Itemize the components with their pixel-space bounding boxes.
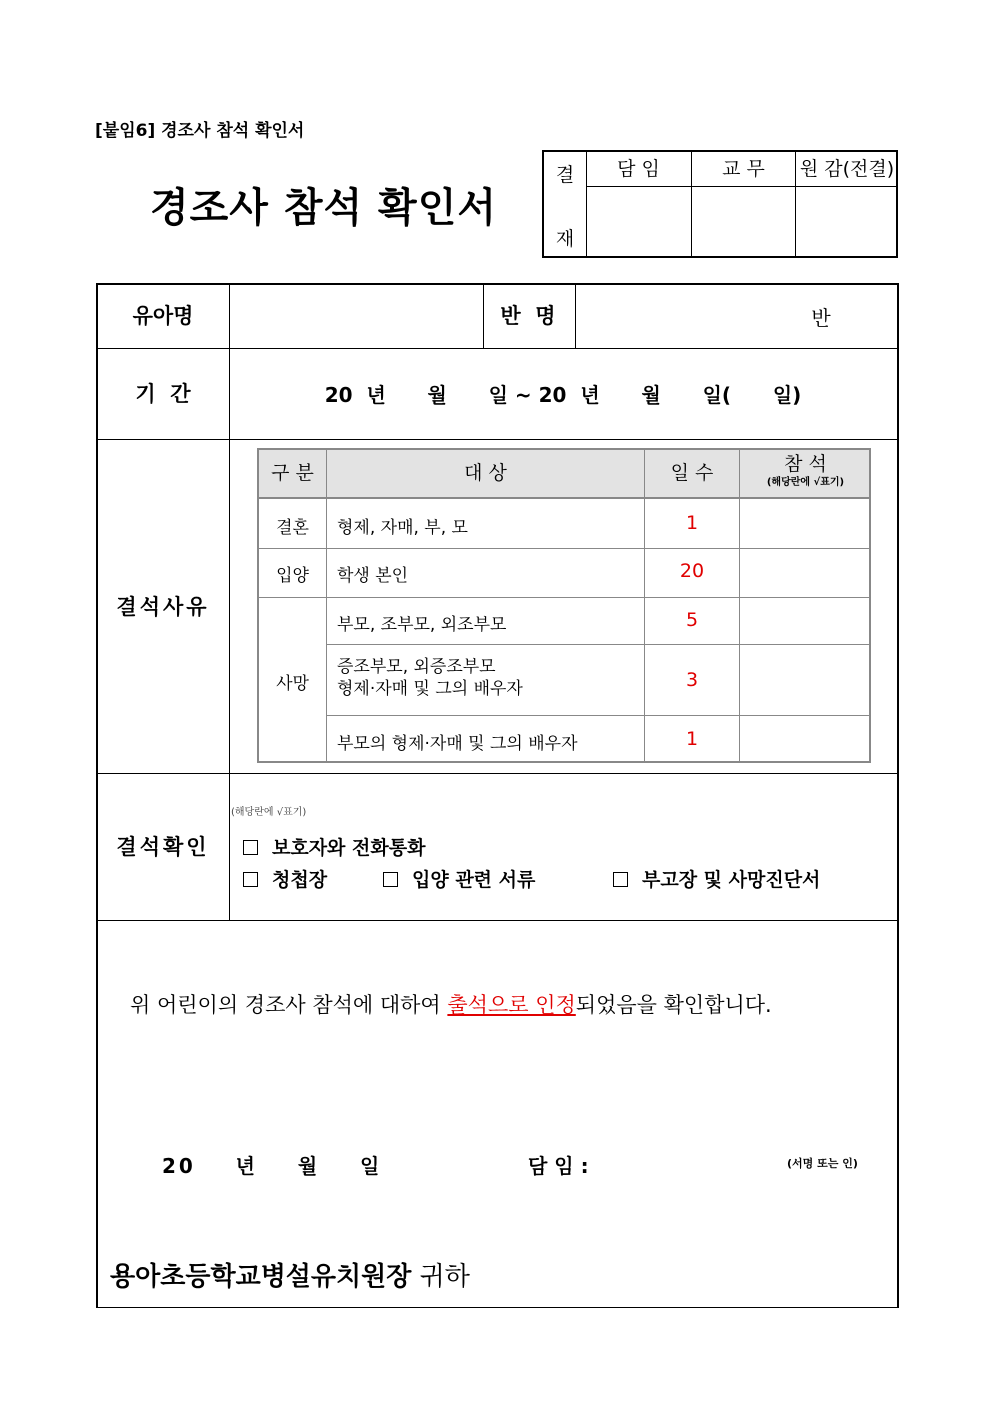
option-adoption-documents[interactable]: 입양 관련 서류	[383, 865, 535, 892]
approval-label-bottom: 재	[555, 228, 575, 250]
row-target: 학생 본인	[337, 566, 409, 586]
group-death: 사망	[276, 674, 309, 694]
row-attend-cell[interactable]	[741, 646, 869, 714]
checkbox[interactable]	[243, 840, 258, 855]
class-label: 반 명	[500, 304, 556, 328]
row-days: 3	[685, 669, 699, 691]
row-target: 부모, 조부모, 외조부모	[337, 615, 507, 635]
row-attend-cell[interactable]	[741, 501, 869, 547]
row-days: 1	[685, 728, 699, 750]
page-title: 경조사 참석 확인서	[150, 185, 497, 231]
header-attend: 참 석	[784, 453, 827, 475]
reason-table	[257, 448, 871, 763]
approval-col-vice-principal: 원 감(전결)	[799, 158, 895, 180]
recipient	[110, 1256, 470, 1293]
approval-sign-vice-principal[interactable]	[796, 188, 897, 256]
approval-col-academic: 교 무	[722, 158, 765, 180]
row-target-line2: 형제·자매 및 그의 배우자	[337, 679, 523, 699]
row-attend-cell[interactable]	[741, 599, 869, 643]
approval-col-homeroom: 담 임	[617, 158, 660, 180]
absence-confirm-label: 결석확인	[116, 835, 210, 859]
attachment-label: [붙임6] 경조사 참석 확인서	[95, 121, 305, 141]
row-attend-cell[interactable]	[741, 550, 869, 596]
approval-sign-academic[interactable]	[692, 188, 794, 256]
header-attend-note: (해당란에 √표기)	[766, 477, 845, 488]
option-wedding-invitation[interactable]: 청첩장	[243, 865, 327, 892]
row-days: 20	[679, 560, 705, 582]
statement	[130, 989, 772, 1019]
checkbox[interactable]	[613, 872, 628, 887]
checkbox[interactable]	[243, 872, 258, 887]
checkbox[interactable]	[383, 872, 398, 887]
row-target-line1: 증조부모, 외증조부모	[337, 657, 496, 677]
class-field[interactable]	[576, 302, 896, 331]
approval-sign-homeroom[interactable]	[587, 188, 690, 256]
row-target	[337, 656, 523, 700]
recipient-suffix: 귀하	[419, 1262, 470, 1292]
row-days: 5	[685, 609, 699, 631]
child-name-field[interactable]	[230, 286, 480, 346]
confirm-note: (해당란에 √표기)	[231, 807, 307, 818]
sign-note: (서명 또는 인)	[787, 1157, 858, 1170]
group-adoption: 입양	[276, 566, 309, 586]
date-line: 20 년 월 일	[162, 1154, 383, 1178]
statement-pre: 위 어린이의 경조사 참석에 대하여	[130, 993, 448, 1017]
statement-post: 되었음을 확인합니다.	[575, 993, 772, 1017]
teacher-signature-field[interactable]	[610, 1144, 780, 1180]
row-days: 1	[685, 512, 699, 534]
option-obituary-death-certificate[interactable]: 부고장 및 사망진단서	[613, 865, 820, 892]
approval-label-top: 결	[555, 164, 575, 186]
header-target: 대 상	[464, 462, 507, 484]
group-marriage: 결혼	[276, 518, 309, 538]
header-days: 일 수	[670, 462, 714, 484]
header-category: 구 분	[271, 462, 314, 484]
child-name-label: 유아명	[132, 304, 194, 328]
option-phone-call[interactable]: 보호자와 전화통화	[243, 833, 425, 860]
period-label: 기 간	[135, 382, 191, 406]
row-target: 부모의 형제·자매 및 그의 배우자	[337, 734, 578, 754]
row-target: 형제, 자매, 부, 모	[337, 518, 468, 538]
period-field[interactable]: 20 년 월 일 ~ 20 년 월 일( 일)	[324, 383, 802, 407]
row-attend-cell[interactable]	[741, 717, 869, 761]
class-suffix: 반	[811, 306, 831, 330]
statement-highlight: 출석으로 인정	[447, 993, 576, 1017]
recipient-name: 용아초등학교병설유치원장	[110, 1262, 412, 1292]
absence-reason-label: 결석사유	[116, 595, 210, 619]
approval-box	[542, 150, 898, 258]
teacher-label: 담 임 :	[528, 1154, 589, 1178]
